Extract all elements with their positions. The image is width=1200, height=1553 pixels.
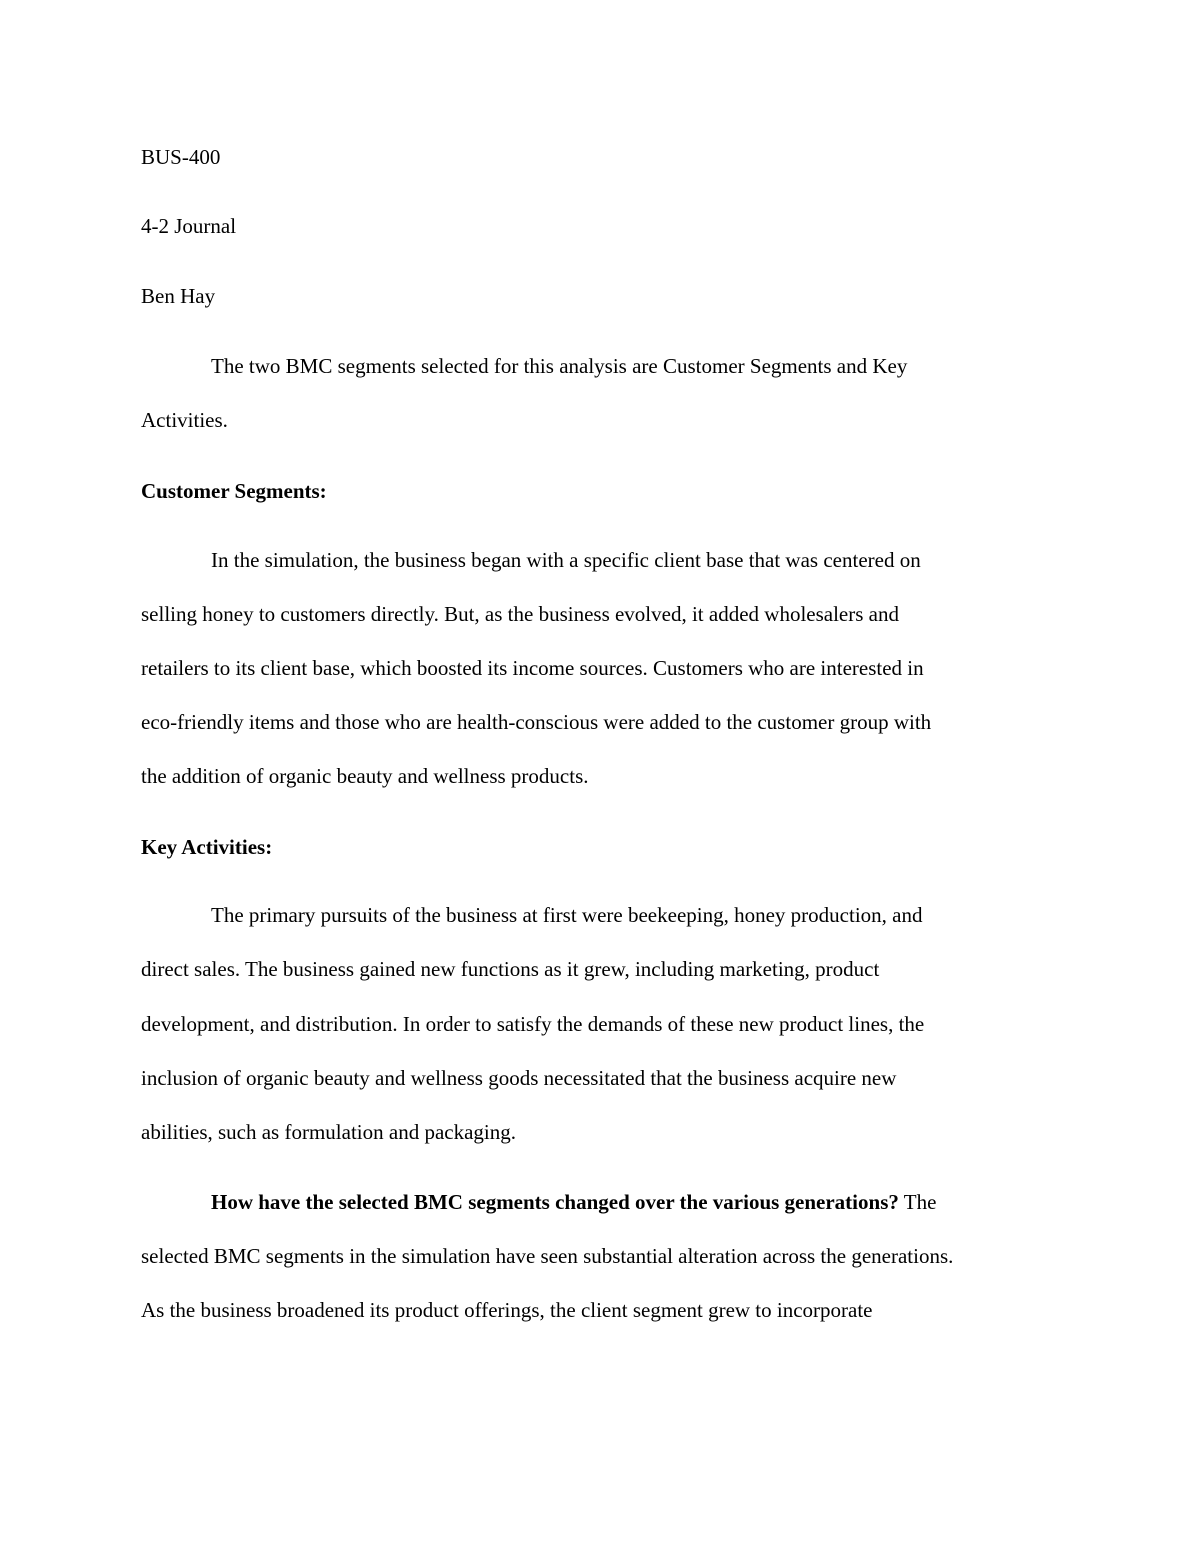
changes-lead: The bbox=[898, 1190, 937, 1214]
customer-segments-heading: Customer Segments: bbox=[141, 479, 327, 503]
changes-line-1 bbox=[211, 1192, 936, 1213]
customer-segments-line-3: retailers to its client base, which boosted its income sources. Customers who are interested in bbox=[141, 656, 924, 680]
customer-segments-line-1: In the simulation, the business began with a specific client base that was centered on bbox=[211, 548, 921, 572]
key-activities-line-2: direct sales. The business gained new functions as it grew, including marketing, product bbox=[141, 957, 880, 981]
customer-segments-line-5: the addition of organic beauty and wellness products. bbox=[141, 764, 589, 788]
changes-line-2: selected BMC segments in the simulation have seen substantial alteration across the generations. bbox=[141, 1244, 954, 1268]
key-activities-line-1: The primary pursuits of the business at first were beekeeping, honey production, and bbox=[211, 903, 923, 927]
key-activities-line-3: development, and distribution. In order to satisfy the demands of these new product lines, the bbox=[141, 1012, 925, 1036]
intro-line-1: The two BMC segments selected for this analysis are Customer Segments and Key bbox=[211, 354, 908, 378]
author-name: Ben Hay bbox=[141, 284, 216, 308]
assignment-title: 4-2 Journal bbox=[141, 214, 237, 238]
customer-segments-line-4: eco-friendly items and those who are health-conscious were added to the customer group with bbox=[141, 710, 932, 734]
customer-segments-line-2: selling honey to customers directly. But, as the business evolved, it added wholesalers and bbox=[141, 602, 899, 626]
key-activities-line-5: abilities, such as formulation and packaging. bbox=[141, 1120, 516, 1144]
intro-line-2: Activities. bbox=[141, 408, 228, 432]
changes-line-3: As the business broadened its product offerings, the client segment grew to incorporate bbox=[141, 1298, 873, 1322]
key-activities-line-4: inclusion of organic beauty and wellness goods necessitated that the business acquire new bbox=[141, 1066, 897, 1090]
course-code: BUS-400 bbox=[141, 145, 221, 169]
changes-question: How have the selected BMC segments changed over the various generations? bbox=[211, 1190, 899, 1214]
key-activities-heading: Key Activities: bbox=[141, 835, 273, 859]
